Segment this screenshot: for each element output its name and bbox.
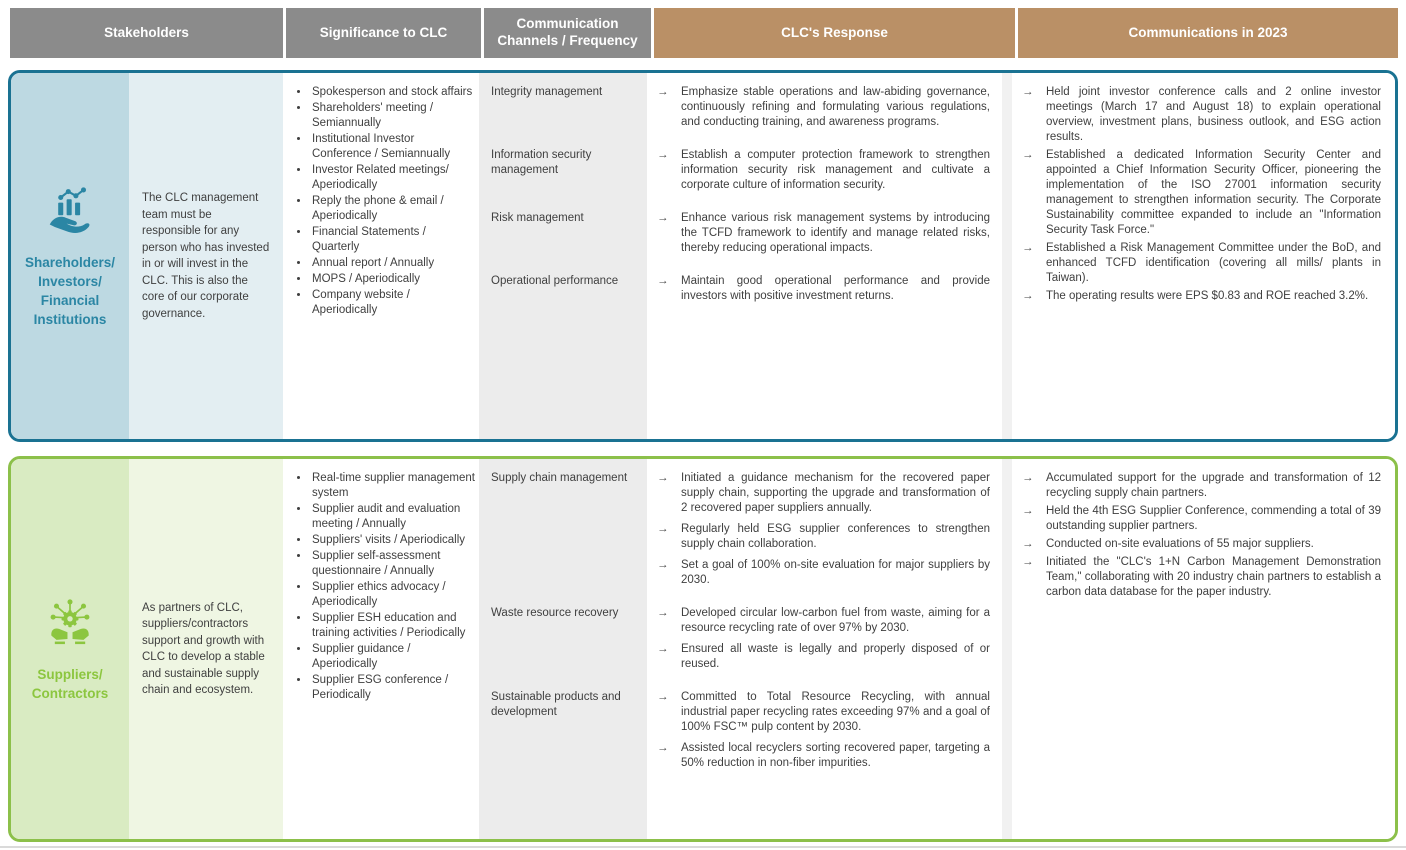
response-list: [647, 606, 1002, 672]
stakeholder-name-line: Financial: [40, 292, 100, 308]
topic-response-group: [479, 85, 1002, 130]
column-header-channels: Communication Channels / Frequency: [484, 8, 651, 58]
response-text: Initiated a guidance mechanism for the recovered paper supply chain, supporting the upgrade and transformation of 2 recovered paper suppliers annually.: [681, 472, 990, 514]
stakeholder-name: [25, 253, 115, 329]
significance-cell: [129, 73, 283, 439]
response-list: [647, 148, 1002, 193]
channel-item: • Financial Statements / Quarterly: [310, 225, 475, 255]
hands-holding-gear-network-icon: [43, 596, 97, 655]
response-item: [657, 522, 990, 552]
topic-response-group: [479, 471, 1002, 588]
response-item: [657, 274, 990, 304]
hand-holding-chart-icon: [43, 184, 97, 243]
channel-item: • Spokesperson and stock affairs: [310, 85, 475, 100]
response-list: [647, 471, 1002, 588]
arrow-icon: →: [657, 742, 669, 754]
column-divider: [1002, 459, 1012, 839]
arrow-icon: →: [657, 607, 669, 619]
channel-item: • Supplier audit and evaluation meeting / Annually: [310, 502, 475, 532]
arrow-icon: →: [657, 275, 669, 287]
channels-list: [295, 85, 475, 318]
topic-label: Sustainable products and development: [491, 691, 621, 718]
arrow-icon: →: [657, 212, 669, 224]
arrow-icon: →: [1022, 290, 1034, 302]
topic-response-group: [479, 211, 1002, 256]
response-text: Enhance various risk management systems by introducing the TCFD framework to identify and manage related risks, thereby reducing operational impacts.: [681, 212, 990, 254]
topic-response-group: [479, 690, 1002, 771]
response-list: [647, 690, 1002, 771]
topic-response-group: [479, 606, 1002, 672]
arrow-icon: →: [1022, 505, 1034, 517]
channel-item: • Shareholders' meeting / Semiannually: [310, 101, 475, 131]
topics-and-responses-cell: [479, 459, 1002, 839]
arrow-icon: →: [657, 691, 669, 703]
arrow-icon: →: [657, 86, 669, 98]
communication-item: [1022, 85, 1381, 145]
stakeholder-cell: [11, 73, 129, 439]
communication-item: [1022, 241, 1381, 286]
response-item: [657, 558, 990, 588]
communication-text: Accumulated support for the upgrade and transformation of 12 recycling supply chain partners.: [1046, 472, 1381, 499]
channel-item: • Supplier self-assessment questionnaire / Annually: [310, 549, 475, 579]
response-text: Assisted local recyclers sorting recovered paper, targeting a 50% reduction in non-fiber impurities.: [681, 742, 990, 769]
channel-item: • Suppliers' visits / Aperiodically: [310, 533, 475, 548]
topic-response-group: [479, 148, 1002, 193]
communication-item: [1022, 148, 1381, 238]
communication-item: [1022, 555, 1381, 600]
response-text: Developed circular low-carbon fuel from waste, aiming for a resource recycling rate of over 97% by 2030.: [681, 607, 990, 634]
stakeholder-name-line: Contractors: [31, 685, 109, 701]
channel-item: • Investor Related meetings/ Aperiodically: [310, 163, 475, 193]
page-bottom-divider: [0, 846, 1406, 848]
column-header-stakeholders: Stakeholders: [10, 8, 283, 58]
arrow-icon: →: [1022, 556, 1034, 568]
response-text: Ensured all waste is legally and properly disposed of or reused.: [681, 643, 990, 670]
topic-label: Supply chain management: [491, 472, 628, 484]
arrow-icon: →: [657, 149, 669, 161]
stakeholder-name: [32, 665, 109, 703]
response-item: [657, 85, 990, 130]
response-list: [647, 211, 1002, 256]
significance-text: As partners of CLC, suppliers/contractors support and growth with CLC to develop a stable and sustainable supply chain and ecosystem.: [142, 601, 265, 696]
communication-item: [1022, 537, 1381, 552]
arrow-icon: →: [657, 523, 669, 535]
topic-label: Operational performance: [491, 275, 619, 287]
channel-item: • Real-time supplier management system: [310, 471, 475, 501]
column-header-significance: Significance to CLC: [286, 8, 481, 58]
channels-list: [295, 471, 475, 703]
response-item: [657, 211, 990, 256]
stakeholder-name-line: Investors/: [38, 273, 102, 289]
communication-item: [1022, 504, 1381, 534]
communication-text: Held joint investor conference calls and 2 online investor meetings (March 17 and August 18) to explain operational overview, investment plans, business outlook, and ESG action results.: [1046, 86, 1381, 143]
arrow-icon: →: [657, 559, 669, 571]
column-header-communications: Communications in 2023: [1018, 8, 1398, 58]
arrow-icon: →: [657, 472, 669, 484]
channel-item: • Supplier ESH education and training activities / Periodically: [310, 611, 475, 641]
stakeholder-name-line: Institutions: [33, 311, 107, 327]
significance-cell: [129, 459, 283, 839]
channel-item: • Reply the phone & email / Aperiodically: [310, 194, 475, 224]
stakeholder-name-line: Suppliers/: [37, 666, 103, 682]
arrow-icon: →: [1022, 538, 1034, 550]
stakeholder-row-shareholders: [8, 70, 1398, 442]
significance-text: The CLC management team must be responsible for any person who has invested in or will invest in the CLC. This is also the core of our corporate governance.: [142, 192, 270, 320]
response-list: [647, 85, 1002, 130]
communication-text: Conducted on-site evaluations of 55 major suppliers.: [1046, 538, 1314, 550]
topic-label: Waste resource recovery: [491, 607, 619, 619]
arrow-icon: →: [1022, 242, 1034, 254]
response-text: Maintain good operational performance and provide investors with positive investment returns.: [681, 275, 990, 302]
topics-and-responses-cell: [479, 73, 1002, 439]
response-text: Set a goal of 100% on-site evaluation for major suppliers by 2030.: [681, 559, 990, 586]
communication-text: Held the 4th ESG Supplier Conference, commending a total of 39 outstanding supplier partners.: [1046, 505, 1381, 532]
stakeholder-name-line: Shareholders/: [24, 254, 116, 270]
column-header-response: CLC's Response: [654, 8, 1015, 58]
channels-list-cell: [283, 459, 479, 839]
response-text: Committed to Total Resource Recycling, with annual industrial paper recycling rates exceeding 97% and a goal of 100% FSC™ pulp content by 2030.: [681, 691, 990, 733]
response-item: [657, 642, 990, 672]
response-text: Establish a computer protection framework to strengthen information security risk management and cultivate a corporate culture of information security.: [681, 149, 990, 191]
channel-item: • Supplier ESG conference / Periodically: [310, 673, 475, 703]
topic-response-group: [479, 274, 1002, 304]
response-text: Emphasize stable operations and law-abiding governance, continuously refining and formulating various regulations, and conducting training, and awareness programs.: [681, 86, 990, 128]
channel-item: • Supplier guidance / Aperiodically: [310, 642, 475, 672]
channel-item: • Annual report / Annually: [310, 256, 475, 271]
arrow-icon: →: [657, 643, 669, 655]
channel-item: • MOPS / Aperiodically: [310, 272, 475, 287]
communication-text: Initiated the "CLC's 1+N Carbon Management Demonstration Team," collaborating with 20 industry chain partners to establish a carbon data database for the paper industry.: [1046, 556, 1381, 598]
arrow-icon: →: [1022, 149, 1034, 161]
response-item: [657, 690, 990, 735]
channel-item: • Company website / Aperiodically: [310, 288, 475, 318]
response-item: [657, 606, 990, 636]
response-list: [647, 274, 1002, 304]
channel-item: • Institutional Investor Conference / Semiannually: [310, 132, 475, 162]
arrow-icon: →: [1022, 472, 1034, 484]
communications-cell: [1012, 73, 1395, 439]
response-item: [657, 148, 990, 193]
topic-label: Risk management: [491, 212, 584, 224]
channels-list-cell: [283, 73, 479, 439]
communication-item: [1022, 289, 1381, 304]
stakeholder-cell: [11, 459, 129, 839]
response-item: [657, 741, 990, 771]
communication-text: Established a Risk Management Committee under the BoD, and enhanced TCFD identification (covering all mills/ plants in Taiwan).: [1046, 242, 1381, 284]
communication-text: Established a dedicated Information Security Center and appointed a Chief Information Security Officer, pioneering the implementation of the ISO 27001 information security management to strengthen information security. The Corporate Sustainability committee expanded to include an "Information Security Task Force.": [1046, 149, 1381, 236]
communication-text: The operating results were EPS $0.83 and ROE reached 3.2%.: [1046, 290, 1369, 302]
column-divider: [1002, 73, 1012, 439]
topic-label: Integrity management: [491, 86, 603, 98]
arrow-icon: →: [1022, 86, 1034, 98]
topic-label: Information security management: [491, 149, 592, 176]
channel-item: • Supplier ethics advocacy / Aperiodically: [310, 580, 475, 610]
response-item: [657, 471, 990, 516]
communications-cell: [1012, 459, 1395, 839]
stakeholder-row-suppliers: [8, 456, 1398, 842]
response-text: Regularly held ESG supplier conferences to strengthen supply chain collaboration.: [681, 523, 990, 550]
communication-item: [1022, 471, 1381, 501]
